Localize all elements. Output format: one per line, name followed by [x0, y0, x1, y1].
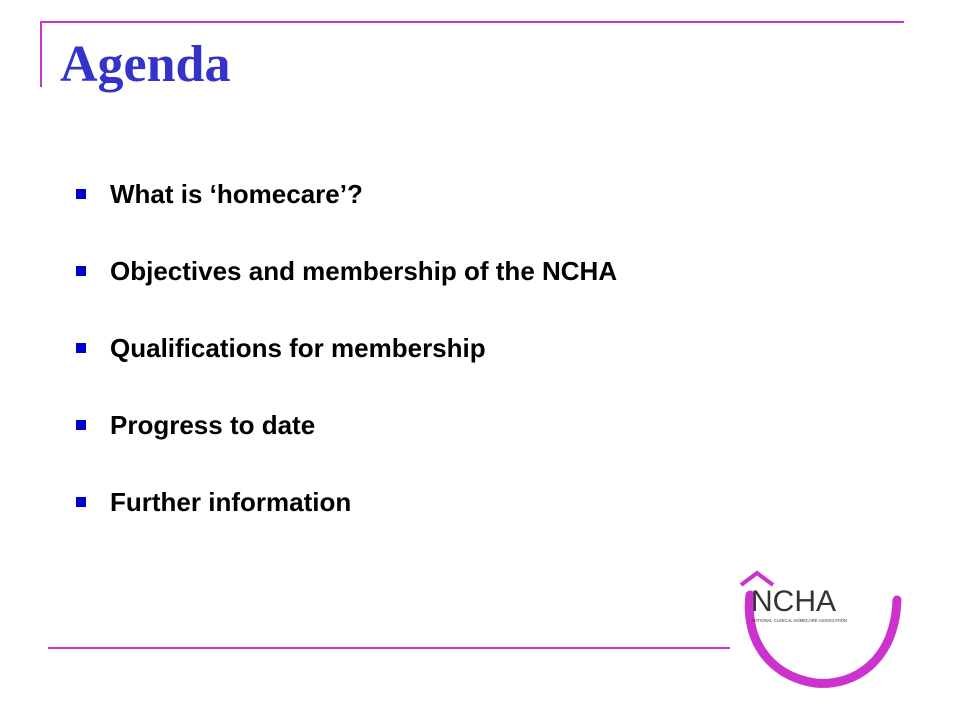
slide-title: Agenda	[60, 36, 231, 93]
left-border-line	[40, 21, 42, 87]
agenda-item	[76, 406, 617, 444]
agenda-item-label: Qualifications for membership	[110, 332, 486, 363]
square-bullet-icon	[76, 497, 86, 507]
agenda-item-label: Progress to date	[110, 409, 316, 440]
square-bullet-icon	[76, 343, 86, 353]
agenda-item	[76, 329, 617, 367]
square-bullet-icon	[76, 189, 86, 199]
logo-wordmark: NCHA	[751, 585, 837, 618]
agenda-item-label: Further information	[110, 486, 352, 517]
square-bullet-icon	[76, 266, 86, 276]
logo-roof-icon	[741, 573, 773, 585]
square-bullet-icon	[76, 420, 86, 430]
agenda-list	[76, 175, 617, 560]
house-arc-logo-icon	[735, 565, 910, 695]
top-border-line	[40, 21, 904, 23]
agenda-item-label: Objectives and membership of the NCHA	[110, 255, 618, 286]
agenda-item-label: What is ‘homecare’?	[110, 178, 363, 209]
bottom-border-line	[48, 647, 730, 649]
agenda-item	[76, 252, 617, 290]
agenda-item	[76, 483, 617, 521]
agenda-item	[76, 175, 617, 213]
ncha-logo	[735, 565, 910, 695]
logo-tagline: NATIONAL CLINICAL HOMECARE ASSOCIATION	[752, 618, 847, 623]
